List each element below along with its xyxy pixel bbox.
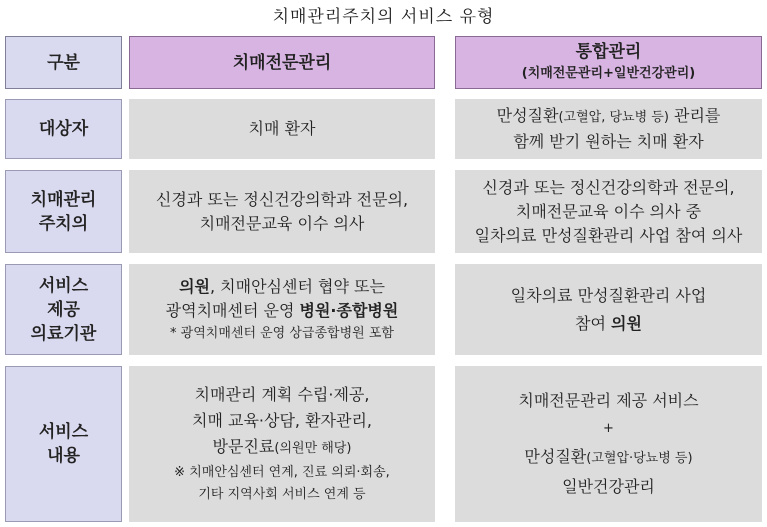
row-label-text: 치매관리 xyxy=(30,189,97,210)
cell-text: 치매관리 계획 수립·제공, xyxy=(194,385,370,404)
cell-text: 신경과 또는 정신건강의학과 전문의, xyxy=(482,177,735,197)
row-label-text: 주치의 xyxy=(38,213,89,234)
row-label-text: 내용 xyxy=(47,446,80,466)
cell-line xyxy=(497,104,721,130)
cell-text: 일차의료 만성질환관리 사업 xyxy=(510,285,707,305)
cell-text: 치매전문관리 제공 서비스 xyxy=(518,391,699,410)
row-label-text: 서비스 xyxy=(38,422,89,442)
cell-text: 참여 xyxy=(575,313,612,333)
cell-physician-dementia xyxy=(129,170,435,253)
header-dementia-label: 치매전문관리 xyxy=(232,52,332,73)
cell-text: 방문진료 xyxy=(212,437,275,456)
cell-footnote: * 광역치매센터 운영 상급종합병원 포함 xyxy=(170,325,394,341)
header-category xyxy=(5,36,122,89)
cell-line xyxy=(179,275,385,299)
cell-small-text: (고혈압·당뇨병 등) xyxy=(586,451,693,466)
row-label-text: 제공 xyxy=(47,299,80,320)
row-label-text: 의료기관 xyxy=(30,323,97,344)
plus-sign: + xyxy=(603,421,614,436)
cell-text: 일차의료 만성질환관리 사업 참여 의사 xyxy=(474,225,743,245)
cell-text: 만성질환 xyxy=(496,106,559,125)
row-label-service-content xyxy=(5,366,122,522)
cell-small-text: (고혈압, 당뇨병 등) xyxy=(558,110,669,125)
cell-target-integrated xyxy=(455,99,762,159)
row-label-provider xyxy=(5,264,122,355)
cell-content-integrated xyxy=(455,366,762,522)
cell-line xyxy=(213,434,352,462)
header-integrated-label: 통합관리 xyxy=(575,41,642,62)
cell-line xyxy=(524,443,692,473)
cell-text: 치매 환자 xyxy=(248,119,316,138)
cell-text: , 치매안심센터 협약 또는 xyxy=(210,276,385,296)
cell-line xyxy=(166,299,399,323)
cell-physician-integrated xyxy=(455,170,762,253)
cell-footnote: ※ 치매안심센터 연계, 진료 의뢰·회송, xyxy=(174,465,390,480)
row-label-text: 대상자 xyxy=(38,119,89,139)
header-integrated-sublabel: (치매전문관리+일반건강관리) xyxy=(521,65,696,81)
cell-text: 치매전문교육 이수 의사 xyxy=(199,213,365,233)
cell-bold-text: 병원·종합병원 xyxy=(299,300,399,320)
cell-text: 만성질환 xyxy=(524,447,587,466)
cell-target-dementia xyxy=(129,99,435,159)
cell-text: 광역치매센터 운영 xyxy=(165,300,300,320)
cell-provider-dementia xyxy=(129,264,435,355)
cell-line xyxy=(575,310,642,338)
cell-text: 함께 받기 원하는 치매 환자 xyxy=(513,132,704,151)
cell-text: 치매전문교육 이수 의사 중 xyxy=(515,201,702,221)
cell-small-text: (의원만 해당) xyxy=(274,441,352,456)
header-dementia-management xyxy=(129,36,435,89)
row-label-text: 서비스 xyxy=(38,275,89,296)
cell-bold-text: 의원 xyxy=(611,313,642,333)
row-label-target xyxy=(5,99,122,159)
cell-text: 신경과 또는 정신건강의학과 전문의, xyxy=(155,189,409,209)
header-integrated-management xyxy=(455,36,762,89)
cell-text: 일반건강관리 xyxy=(562,477,655,496)
cell-text: 관리를 xyxy=(668,106,721,125)
cell-text: 치매 교육·상담, 환자관리, xyxy=(192,411,372,430)
row-label-physician xyxy=(5,170,122,253)
cell-footnote: 기타 지역사회 서비스 연계 등 xyxy=(198,487,366,502)
cell-provider-integrated xyxy=(455,264,762,355)
header-category-label: 구분 xyxy=(47,52,80,73)
page-title: 치매관리주치의 서비스 유형 xyxy=(272,7,495,27)
cell-content-dementia xyxy=(129,366,435,522)
cell-bold-text: 의원 xyxy=(179,276,210,296)
